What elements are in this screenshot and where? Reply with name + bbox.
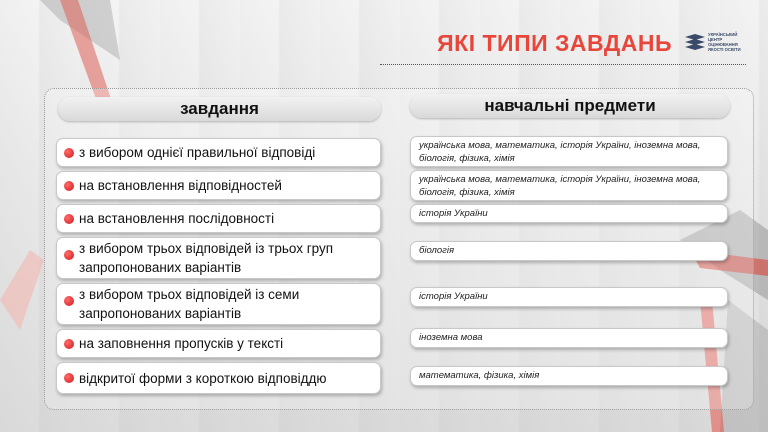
task-item (56, 204, 381, 233)
subjects-header: навчальні предмети (410, 94, 730, 118)
bullet-icon (64, 214, 74, 224)
subject-item (410, 170, 728, 201)
task-label: на встановлення відповідностей (79, 178, 282, 193)
subject-item (410, 241, 728, 261)
bullet-icon (64, 296, 74, 306)
task-item (56, 362, 381, 394)
title-underline (380, 64, 746, 65)
subject-label: українська мова, математика, історія України, іноземна мова, біологія, фізика, хімія (419, 174, 701, 198)
logo-text: УКРАЇНСЬКИЙ ЦЕНТР ОЦІНЮВАННЯ ЯКОСТІ ОСВІТИ (708, 32, 741, 52)
bullet-icon (64, 250, 74, 260)
subject-item (410, 287, 728, 307)
subject-label: історія України (419, 208, 488, 219)
subject-item (410, 366, 728, 386)
subject-item (410, 136, 728, 167)
task-item (56, 283, 381, 325)
task-label: на встановлення послідовності (79, 211, 275, 226)
logo (684, 32, 746, 54)
page-title: ЯКІ ТИПИ ЗАВДАНЬ (437, 30, 672, 56)
bullet-icon (64, 148, 74, 158)
subject-label: іноземна мова (419, 332, 483, 343)
task-label: з вибором однієї правильної відповіді (79, 145, 316, 160)
task-label: на заповнення пропусків у тексті (79, 336, 284, 351)
task-item (56, 329, 381, 358)
task-item (56, 138, 381, 167)
task-label: з вибором трьох відповідей із семи запропонованих варіантів (79, 287, 300, 321)
bullet-icon (64, 373, 74, 383)
bullet-icon (64, 339, 74, 349)
task-item (56, 237, 381, 279)
bullet-icon (64, 181, 74, 191)
subject-label: українська мова, математика, історія України, іноземна мова, біологія, фізика, хімія (419, 140, 701, 164)
subject-item (410, 204, 728, 223)
subject-item (410, 328, 728, 348)
task-label: відкритої форми з короткою відповіддю (79, 370, 327, 386)
tasks-header: завдання (58, 97, 381, 121)
subject-label: історія України (419, 291, 488, 302)
logo-icon (684, 33, 706, 53)
task-item (56, 171, 381, 200)
subject-label: математика, фізика, хімія (419, 370, 540, 381)
subject-label: біологія (419, 245, 455, 256)
task-label: з вибором трьох відповідей із трьох груп запропонованих варіантів (79, 241, 334, 275)
